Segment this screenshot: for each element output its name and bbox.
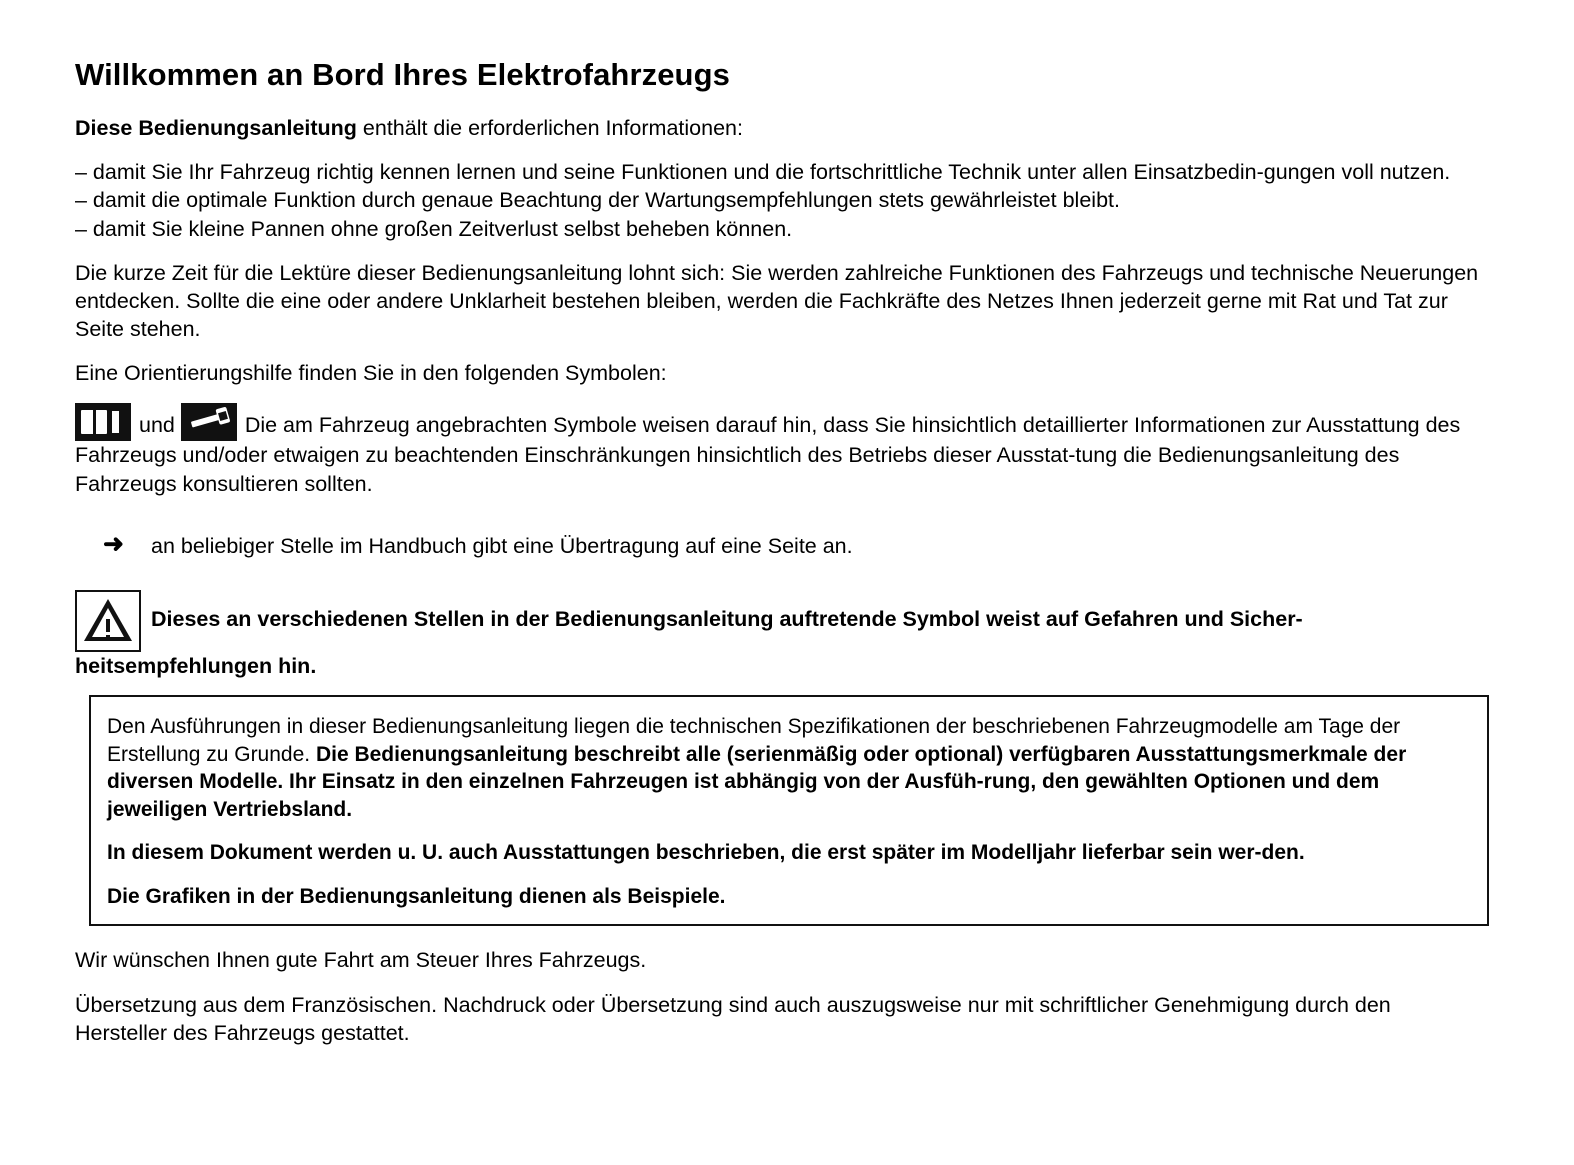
symbol-conjunction: und (138, 413, 175, 438)
reading-paragraph: Die kurze Zeit für die Lektüre dieser Bedienungsanleitung lohnt sich: Sie werden zahlreiche Funktionen des Fahrzeugs und technische Neuerungen entdecken. Sollte die eine oder andere Unklarheit bestehen bleiben, werden die Fachkräfte des Netzes Ihnen jederzeit gerne mit Rat und Tat zur Seite stehen. (75, 260, 1479, 342)
notice-paragraph-1 (107, 713, 1469, 823)
closing-line-1: Wir wünschen Ihnen gute Fahrt am Steuer Ihres Fahrzeugs. (75, 948, 647, 973)
book-icon (75, 403, 131, 441)
symbols-intro-paragraph: Eine Orientierungshilfe finden Sie in den folgenden Symbolen: (75, 361, 667, 386)
notice-paragraph-2: In diesem Dokument werden u. U. auch Ausstattungen beschrieben, die erst später im Modelljahr lieferbar sein wer-den. (107, 841, 1305, 865)
warning-explanation-row (75, 590, 1486, 682)
list-item: – damit Sie Ihr Fahrzeug richtig kennen lernen und seine Funktionen und die fortschrittliche Technik unter allen Einsatzbedin-gungen voll nutzen. (75, 160, 1451, 185)
list-item: – damit die optimale Funktion durch genaue Beachtung der Wartungsempfehlungen stets gewährleistet bleibt. (75, 188, 1120, 213)
dash-list (75, 158, 1486, 242)
intro-bold-lead: Diese Bedienungsanleitung (75, 116, 357, 141)
wrench-icon (181, 403, 237, 441)
page-title: Willkommen an Bord Ihres Elektrofahrzeugs (75, 57, 730, 92)
arrow-right-icon: ➜ (103, 529, 124, 558)
notice-normal-text: Den Ausführungen in dieser Bedienungsanleitung liegen die technischen Spezifikationen der beschriebenen Fahrzeugmodelle am Tage der Erstellung zu Grunde. (107, 715, 1401, 766)
warning-explanation-text: Dieses an verschiedenen Stellen in der Bedienungsanleitung auftretende Symbol weist auf Gefahren und Sicher-heitsempfehlungen hin. (75, 606, 1303, 678)
notice-bold-text: Die Bedienungsanleitung beschreibt alle (serienmäßig oder optional) verfügbaren Ausstattungsmerkmale der diversen Modelle. Ihr Einsatz in den einzelnen Fahrzeugen ist abhängig von der Ausfüh-rung, den gewählten Optionen und dem jeweiligen Vertriebsland. (107, 742, 1407, 821)
symbol-explanation-row (75, 403, 1486, 497)
closing-line-2: Übersetzung aus dem Französischen. Nachdruck oder Übersetzung sind auch auszugsweise nur mit schriftlicher Genehmigung durch den Hersteller des Fahrzeugs gestattet. (75, 992, 1391, 1045)
intro-rest: enthält die erforderlichen Informationen: (356, 116, 743, 141)
warning-triangle-icon (75, 590, 141, 652)
notice-box (89, 695, 1489, 926)
arrow-explanation-text: an beliebiger Stelle im Handbuch gibt eine Übertragung auf eine Seite an. (151, 533, 853, 558)
list-item: – damit Sie kleine Pannen ohne großen Zeitverlust selbst beheben können. (75, 216, 793, 241)
symbol-explanation-text: Die am Fahrzeug angebrachten Symbole weisen darauf hin, dass Sie hinsichtlich detaillierter Informationen zur Ausstattung des Fahrzeugs und/oder etwaigen zu beachtenden Einschränkungen hinsichtlich des Betriebs dieser Ausstat-tung die Bedienungsanleitung des Fahrzeugs konsultieren sollten. (75, 413, 1461, 496)
intro-paragraph (75, 114, 1486, 142)
arrow-explanation-row (75, 529, 1486, 560)
notice-paragraph-3: Die Grafiken in der Bedienungsanleitung dienen als Beispiele. (107, 884, 726, 908)
